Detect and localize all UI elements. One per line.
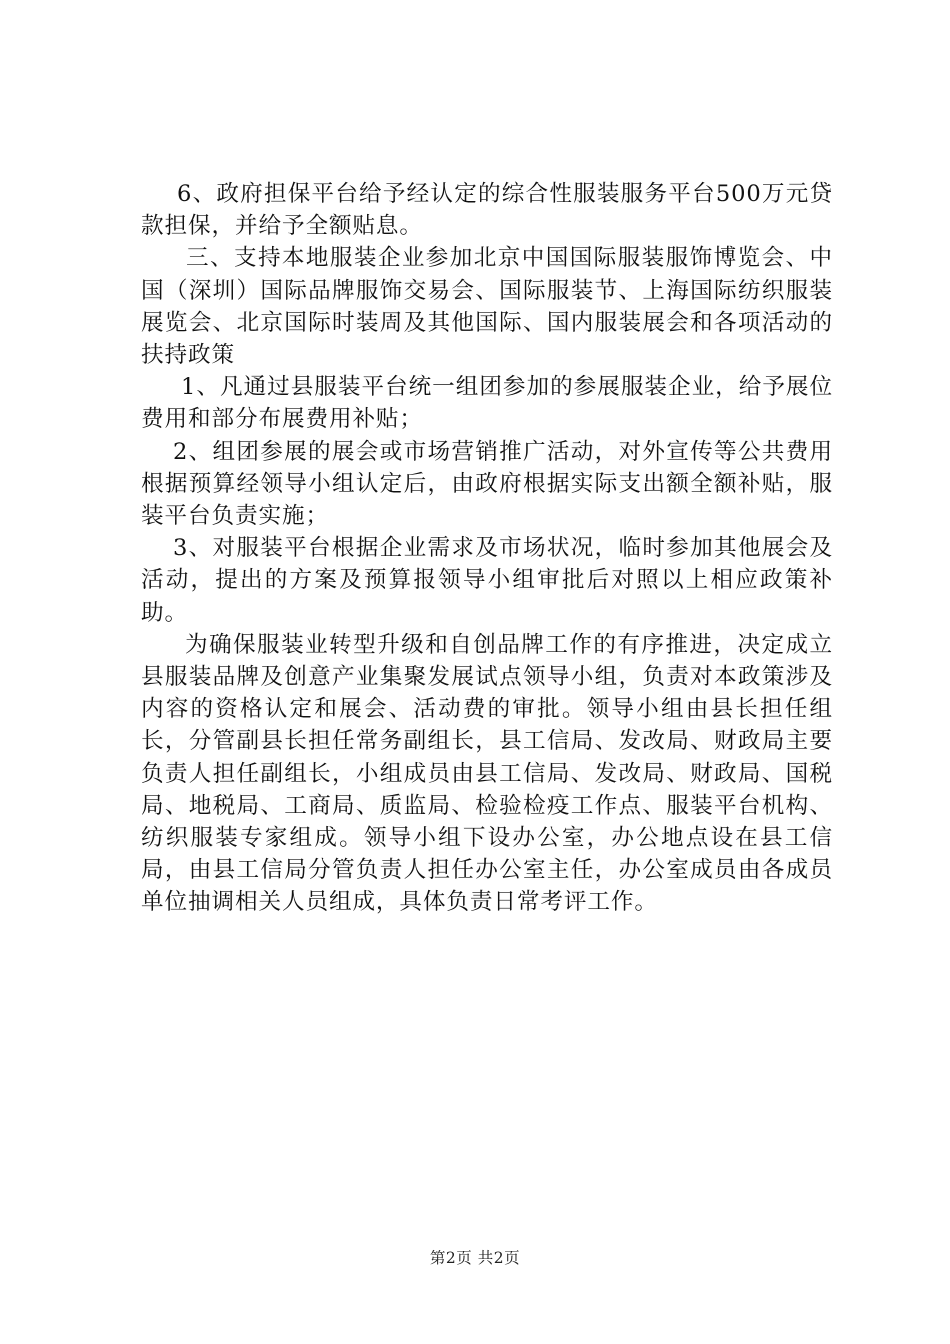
paragraph-leading-group: 为确保服装业转型升级和自创品牌工作的有序推进，决定成立县服装品牌及创意产业集聚发展试点领导小组，负责对本政策涉及内容的资格认定和展会、活动费的审批。领导小组由县长担任组长，分管副县长担任常务副组长，县工信局、发改局、财政局主要负责人担任副组长，小组成员由县工信局、发改局、财政局、国税局、地税局、工商局、质监局、检验检疫工作点、服装平台机构、纺织服装专家组成。领导小组下设办公室，办公地点设在县工信局，由县工信局分管负责人担任办公室主任，办公室成员由各成员单位抽调相关人员组成，具体负责日常考评工作。 (141, 631, 833, 916)
paragraph-guarantee-loan: 6、政府担保平台给予经认定的综合性服装服务平台500万元贷款担保，并给予全额贴息。 (141, 181, 833, 240)
page-number-footer: 第2页 共2页 (429, 1249, 521, 1267)
document-body (141, 178, 833, 919)
paragraph-item-3: 3、对服装平台根据企业需求及市场状况，临时参加其他展会及活动，提出的方案及预算报领导小组审批后对照以上相应政策补助。 (141, 535, 833, 626)
paragraph-section-three-heading: 三、支持本地服装企业参加北京中国国际服装服饰博览会、中国（深圳）国际品牌服饰交易会、国际服装节、上海国际纺织服装展览会、北京国际时装周及其他国际、国内服装展会和各项活动的扶持政策 (141, 245, 833, 369)
paragraph-item-1: 1、凡通过县服装平台统一组团参加的参展服装企业，给予展位费用和部分布展费用补贴； (141, 374, 833, 433)
paragraph-item-2: 2、组团参展的展会或市场营销推广活动，对外宣传等公共费用根据预算经领导小组认定后，由政府根据实际支出额全额补贴，服装平台负责实施； (141, 438, 833, 530)
